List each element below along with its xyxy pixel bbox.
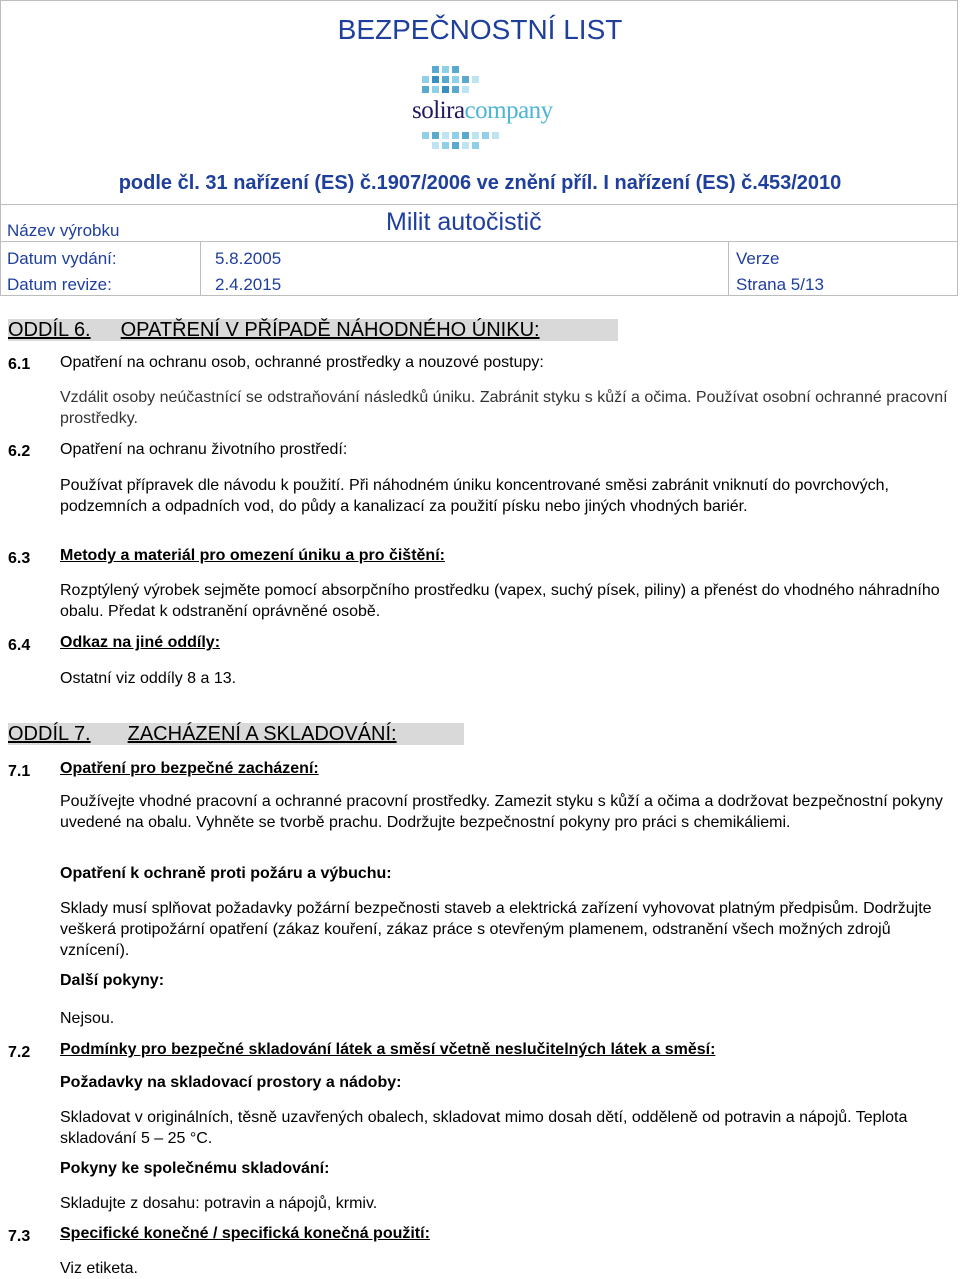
section-number: 7.1: [8, 763, 31, 780]
page-number: Strana 5/13: [736, 275, 824, 294]
subsection-title: Podmínky pro bezpečné skladování látek a směsí včetně neslučitelných látek a směsí:: [60, 1041, 716, 1058]
subsection-title: Požadavky na skladovací prostory a nádoby:: [60, 1074, 402, 1091]
section-number: 6.3: [8, 550, 31, 567]
header-divider: [0, 241, 958, 242]
subsection-title: Pokyny ke společnému skladování:: [60, 1160, 330, 1177]
section-number: 7.2: [8, 1044, 31, 1061]
subsection-title: Specifické konečné / specifická konečná použití:: [60, 1225, 430, 1242]
section-6-heading: ODDÍL 6. OPATŘENÍ V PŘÍPADĚ NÁHODNÉHO ÚNIKU:: [8, 319, 540, 342]
paragraph: Používejte vhodné pracovní a ochranné pracovní prostředky. Zamezit styku s kůží a očima a dodržovat bezpečnostní pokyny uvedené na obalu. Vyhněte se tvorbě prachu. Dodržujte bezpečnostní pokyny pro práci s chemikáliemi.: [60, 793, 943, 831]
version-label: Verze: [736, 249, 780, 268]
product-label: Název výrobku: [7, 221, 120, 240]
section-number: 6.4: [8, 637, 31, 654]
paragraph: Vzdálit osoby neúčastnící se odstraňování následků úniku. Zabránit styku s kůží a očima. Používat osobní ochranné pracovní prostředky.: [60, 389, 948, 427]
subsection-title: Opatření na ochranu životního prostředí:: [60, 441, 348, 458]
document-title: BEZPEČNOSTNÍ LIST: [337, 14, 623, 45]
paragraph: Používat přípravek dle návodu k použití. Při náhodném úniku koncentrované směsi zabránit vniknutí do povrchových, podzemních a odpadních vod, do půdy a kanalizací za použití písku nebo jiných vhodných bariér.: [60, 477, 889, 515]
company-logo-text: soliracompany: [412, 97, 553, 124]
subsection-title: Metody a materiál pro omezení úniku a pro čištění:: [60, 547, 445, 564]
product-name: Milit autočistič: [386, 208, 542, 236]
paragraph: Sklady musí splňovat požadavky požární bezpečnosti staveb a elektrická zařízení vyhovovat platným předpisům. Dodržujte veškerá protipožární opatření (zákaz kouření, zákaz práce s otevřeným plamenem, odstranění všech možných zdrojů vznícení).: [60, 900, 932, 959]
section-number: 6.1: [8, 356, 31, 373]
revision-date-label: Datum revize:: [7, 275, 112, 294]
regulation-reference: podle čl. 31 nařízení (ES) č.1907/2006 ve znění příl. I nařízení (ES) č.453/2010: [118, 172, 842, 194]
paragraph: Skladovat v originálních, těsně uzavřených obalech, skladovat mimo dosah dětí, odděleně od potravin a nápojů. Teplota skladování 5 – 25 °C.: [60, 1109, 908, 1147]
subsection-title: Odkaz na jiné oddíly:: [60, 634, 221, 651]
paragraph: Rozptýlený výrobek sejměte pomocí absorpčního prostředku (vapex, suchý písek, piliny) a přenést do vhodného náhradního obalu. Předat k odstranění oprávněné osobě.: [60, 582, 940, 620]
issue-date: 5.8.2005: [215, 249, 282, 268]
section-7-heading: ODDÍL 7. ZACHÁZENÍ A SKLADOVÁNÍ:: [8, 723, 397, 746]
header-divider: [0, 295, 958, 296]
subsection-title: Opatření k ochraně proti požáru a výbuchu:: [60, 865, 392, 882]
revision-date: 2.4.2015: [215, 275, 282, 294]
paragraph: Viz etiketa.: [60, 1260, 138, 1277]
subsection-title: Další pokyny:: [60, 972, 165, 989]
subsection-title: Opatření pro bezpečné zacházení:: [60, 760, 319, 777]
issue-date-label: Datum vydání:: [7, 249, 117, 268]
subsection-title: Opatření na ochranu osob, ochranné prostředky a nouzové postupy:: [60, 354, 544, 371]
paragraph: Ostatní viz oddíly 8 a 13.: [60, 670, 237, 687]
header-divider: [200, 241, 201, 296]
section-number: 6.2: [8, 443, 31, 460]
header-divider: [728, 241, 729, 296]
header-divider: [0, 204, 958, 205]
section-number: 7.3: [8, 1228, 31, 1245]
paragraph: Nejsou.: [60, 1010, 115, 1027]
paragraph: Skladujte z dosahu: potravin a nápojů, krmiv.: [60, 1195, 378, 1212]
